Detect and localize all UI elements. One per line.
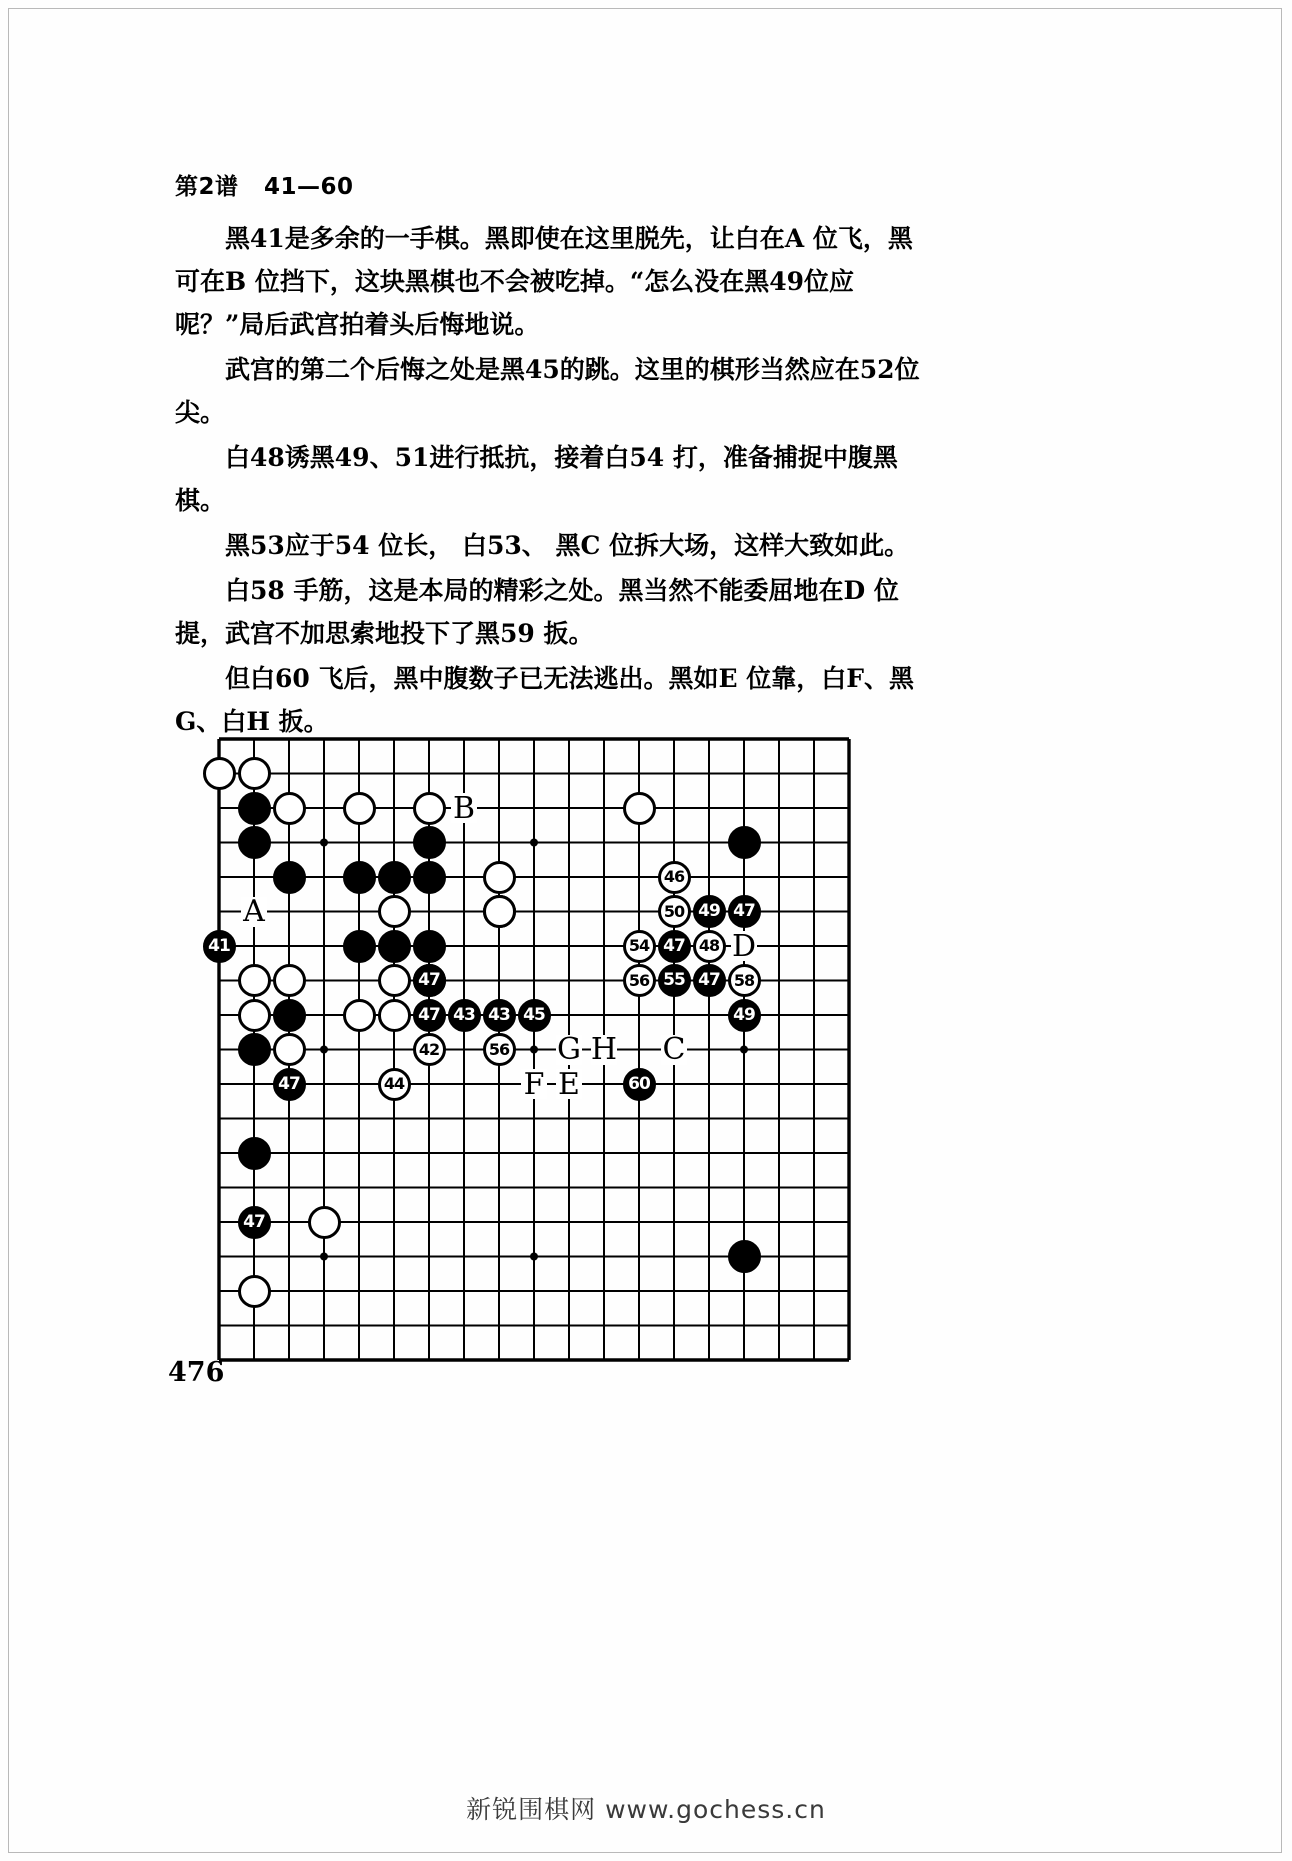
- white-stone: [483, 895, 516, 928]
- move-number: 43: [453, 1004, 475, 1025]
- white-stone: [273, 792, 306, 825]
- board-letter-marker: A: [241, 897, 267, 927]
- move-stone: [483, 999, 516, 1032]
- move-number: 47: [243, 1211, 265, 1232]
- move-stone: [518, 999, 551, 1032]
- move-number: 56: [488, 1039, 510, 1059]
- white-stone: [483, 861, 516, 894]
- move-stone: [413, 999, 446, 1032]
- move-number: 55: [663, 970, 685, 990]
- move-stone: [623, 1068, 656, 1101]
- board-letter-marker: H: [590, 1032, 618, 1067]
- white-stone: [203, 757, 236, 790]
- star-point: [530, 1253, 538, 1261]
- move-stone: [448, 999, 481, 1032]
- text-column: [175, 168, 935, 745]
- section-heading: 第2谱 41—60: [175, 174, 354, 200]
- star-point: [320, 1046, 328, 1054]
- black-stone: [413, 930, 446, 963]
- move-number: 47: [698, 970, 720, 990]
- move-number: 60: [628, 1073, 650, 1094]
- move-stone: [413, 1033, 446, 1066]
- black-stone: [413, 826, 446, 859]
- paragraph-2: 武宫的第二个后悔之处是黑45的跳。这里的棋形当然应在52位尖。: [175, 355, 920, 427]
- white-stone: [623, 792, 656, 825]
- move-number: 50: [663, 901, 685, 921]
- white-stone: [343, 792, 376, 825]
- move-stone: [623, 964, 656, 997]
- move-number: 49: [698, 901, 720, 921]
- white-stone: [238, 1275, 271, 1308]
- paragraph-1: 黑41是多余的一手棋。黑即使在这里脱先，让白在A 位飞，黑可在B 位挡下，这块黑棋也不会被吃掉。“怎么没在黑49位应呢？”局后武宫拍着头后悔地说。: [175, 224, 913, 339]
- black-stone: [238, 1033, 271, 1066]
- move-stone: [658, 861, 691, 894]
- go-board-grid: [213, 733, 855, 1366]
- white-stone: [308, 1206, 341, 1239]
- paragraph-4: 黑53应于54 位长， 白53、 黑C 位拆大场，这样大致如此。: [225, 531, 910, 560]
- paragraph-3: 白48诱黑49、51进行抵抗，接着白54 打，准备捕捉中腹黑棋。: [175, 443, 898, 515]
- move-stone: [203, 930, 236, 963]
- white-stone: [378, 964, 411, 997]
- move-stone: [658, 964, 691, 997]
- move-number: 41: [208, 935, 230, 956]
- move-stone: [728, 999, 761, 1032]
- move-number: 46: [663, 867, 685, 886]
- white-stone: [378, 895, 411, 928]
- white-stone: [238, 964, 271, 997]
- move-stone: [413, 964, 446, 997]
- move-number: 45: [523, 1004, 545, 1025]
- move-number: 58: [733, 970, 755, 990]
- board-letter-marker: G: [557, 1032, 581, 1067]
- black-stone: [238, 792, 271, 825]
- move-number: 47: [278, 1073, 300, 1094]
- move-stone: [693, 895, 726, 928]
- star-point: [320, 1253, 328, 1261]
- black-stone: [413, 861, 446, 894]
- move-stone: [693, 964, 726, 997]
- site-watermark: 新锐围棋网 www.gochess.cn: [466, 1795, 826, 1824]
- move-stone: [273, 1068, 306, 1101]
- black-stone: [378, 861, 411, 894]
- black-stone: [378, 930, 411, 963]
- black-stone: [273, 999, 306, 1032]
- black-stone: [343, 861, 376, 894]
- star-point: [530, 839, 538, 847]
- move-stone: [483, 1033, 516, 1066]
- move-number: 56: [628, 970, 650, 990]
- black-stone: [343, 930, 376, 963]
- move-number: 42: [418, 1039, 440, 1059]
- black-stone: [728, 826, 761, 859]
- white-stone: [238, 757, 271, 790]
- white-stone: [413, 792, 446, 825]
- move-stone: [728, 964, 761, 997]
- board-letter-marker: F: [521, 1069, 547, 1099]
- black-stone: [238, 826, 271, 859]
- black-stone: [728, 1240, 761, 1273]
- move-number: 47: [733, 901, 755, 921]
- move-number: 54: [628, 936, 650, 955]
- move-number: 47: [663, 935, 685, 956]
- go-board-diagram: [208, 733, 855, 1366]
- paragraph-6: 但白60 飞后，黑中腹数子已无法逃出。黑如E 位靠，白F、黑G、白H 扳。: [175, 664, 915, 736]
- star-point: [530, 1046, 538, 1054]
- white-stone: [238, 999, 271, 1032]
- star-point: [320, 839, 328, 847]
- board-letter-marker: E: [556, 1069, 582, 1099]
- white-stone: [273, 1033, 306, 1066]
- board-letter-marker: D: [731, 928, 757, 964]
- move-number: 43: [488, 1004, 510, 1025]
- move-stone: [728, 895, 761, 928]
- move-number: 48: [698, 936, 720, 955]
- move-stone: [378, 1068, 411, 1101]
- move-number: 47: [418, 1004, 440, 1025]
- paragraph-5: 白58 手筋，这是本局的精彩之处。黑当然不能委屈地在D 位提，武宫不加思索地投下了黑59 扳。: [175, 576, 899, 648]
- move-number: 49: [733, 1004, 755, 1025]
- move-stone: [693, 930, 726, 963]
- star-point: [740, 1046, 748, 1054]
- page-number: 476: [168, 1357, 225, 1388]
- move-stone: [623, 930, 656, 963]
- move-stone: [658, 930, 691, 963]
- move-number: 47: [418, 970, 440, 990]
- white-stone: [343, 999, 376, 1032]
- board-letter-marker: C: [662, 1032, 686, 1067]
- black-stone: [273, 861, 306, 894]
- board-letter-marker: B: [452, 790, 476, 826]
- white-stone: [378, 999, 411, 1032]
- move-stone: [238, 1206, 271, 1239]
- move-number: 44: [383, 1074, 405, 1093]
- move-stone: [658, 895, 691, 928]
- black-stone: [238, 1137, 271, 1170]
- white-stone: [273, 964, 306, 997]
